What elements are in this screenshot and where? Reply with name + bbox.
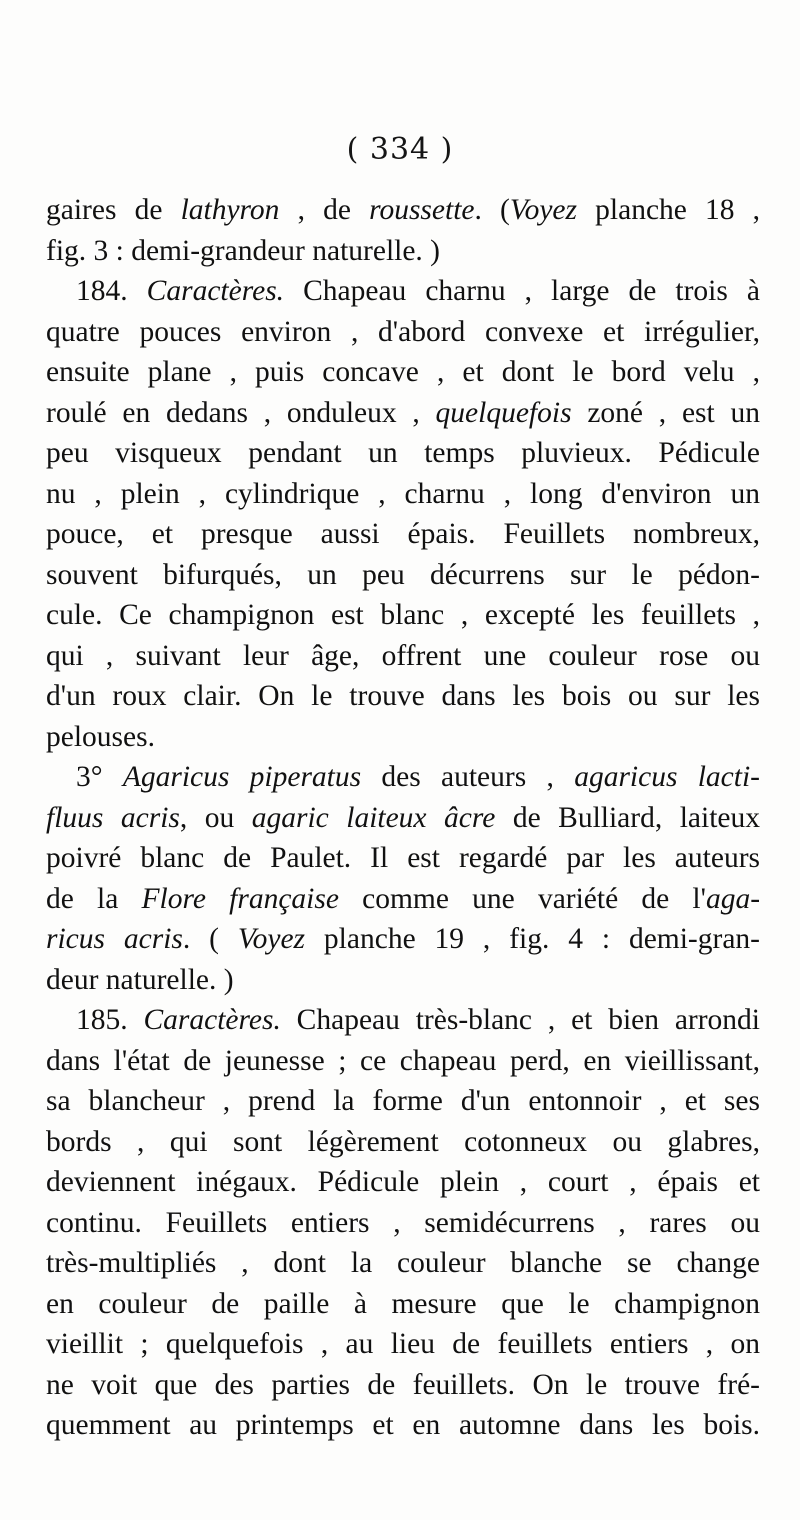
text-segment: pouce, et presque aussi épais. Feuillets nombreux, [46, 518, 760, 550]
text-line [46, 676, 760, 717]
text-line [46, 190, 760, 231]
text-segment: zoné , est un [571, 396, 760, 429]
text-line [46, 1284, 760, 1325]
italic-text: fluus acris [46, 801, 180, 834]
italic-text: Caractères. [143, 1004, 281, 1036]
text-segment: 185. [76, 1004, 144, 1036]
text-segment: de Bulliard, laiteux [495, 801, 760, 834]
text-segment: pelouses. [46, 720, 155, 753]
italic-text: ricus acris [46, 923, 183, 955]
text-segment: des auteurs , [361, 761, 575, 793]
text-segment: 3° [76, 761, 123, 793]
text-segment: Chapeau charnu , large de trois à [284, 275, 760, 307]
text-segment: 184. [76, 275, 147, 307]
text-line [46, 757, 760, 798]
text-line [46, 595, 760, 636]
text-segment: ensuite plane , puis concave , et dont le bord velu , [46, 356, 760, 388]
text-segment: planche 18 , [577, 194, 760, 226]
text-segment: . ( [474, 194, 510, 226]
text-segment: nu , plein , cylindrique , charnu , long d'environ un [46, 477, 760, 510]
text-segment: Chapeau très-blanc , et bien arrondi [280, 1004, 760, 1036]
italic-text: quelquefois [435, 396, 572, 429]
italic-text: aga- [705, 882, 760, 915]
text-line [46, 1000, 760, 1041]
text-segment: fig. 3 : demi-grandeur naturelle. ) [46, 234, 441, 267]
text-segment: en couleur de paille à mesure que le champignon [46, 1287, 760, 1320]
italic-text: Flore française [141, 882, 339, 915]
text-line [46, 879, 760, 920]
italic-text: lathyron [180, 194, 280, 226]
text-segment: cule. Ce champignon est blanc , excepté les feuillets , [46, 599, 760, 631]
text-line [46, 1324, 760, 1365]
text-line [46, 433, 760, 474]
italic-text: agaric laiteux âcre [251, 801, 496, 834]
text-segment: roulé en dedans , onduleux , [46, 396, 436, 429]
text-segment: souvent bifurqués, un peu décurrens sur le pédon- [46, 558, 760, 591]
text-line [46, 960, 760, 1001]
italic-text: roussette [369, 194, 475, 226]
text-line [46, 231, 760, 272]
text-line [46, 312, 760, 353]
text-segment: quatre pouces environ , d'abord convexe et irrégulier, [46, 315, 760, 348]
text-line [46, 352, 760, 393]
text-segment: quemment au printemps et en automne dans les bois. [46, 1409, 760, 1441]
italic-text: Agaricus piperatus [122, 761, 362, 793]
text-segment: peu visqueux pendant un temps pluvieux. Pédicule [46, 437, 760, 469]
text-segment: deur naturelle. ) [46, 963, 234, 996]
italic-text: Voyez [237, 923, 306, 955]
text-line [46, 474, 760, 515]
text-line [46, 1162, 760, 1203]
text-segment: dans l'état de jeunesse ; ce chapeau perd, en vieillissant, [46, 1044, 760, 1077]
text-line [46, 1203, 760, 1244]
text-line [46, 271, 760, 312]
text-segment: d'un roux clair. On le trouve dans les bois ou sur les [46, 680, 760, 712]
text-segment: bords , qui sont légèrement cotonneux ou glabres, [46, 1125, 760, 1158]
text-line [46, 717, 760, 758]
text-line [46, 1122, 760, 1163]
text-segment: gaires de [46, 194, 181, 226]
text-segment: qui , suivant leur âge, offrent une couleur rose ou [46, 639, 760, 672]
italic-text: Caractères. [146, 275, 285, 307]
text-line [46, 393, 760, 434]
text-segment: ne voit que des parties de feuillets. On le trouve fré- [46, 1368, 760, 1401]
page-number: ( 334 ) [346, 132, 454, 167]
text-line [46, 1081, 760, 1122]
text-segment: planche 19 , fig. 4 : demi-gran- [305, 923, 760, 955]
body-text [46, 190, 760, 1446]
text-line [46, 1041, 760, 1082]
text-segment: , ou [179, 801, 252, 834]
text-line [46, 555, 760, 596]
text-segment: continu. Feuillets entiers , semidécurrens , rares ou [46, 1206, 760, 1239]
text-segment: de la [46, 882, 142, 915]
text-line [46, 1365, 760, 1406]
text-segment: comme une variété de l' [338, 882, 706, 915]
text-segment: , de [279, 194, 370, 226]
text-segment: deviennent inégaux. Pédicule plein , court , épais et [46, 1166, 760, 1198]
text-segment: sa blancheur , prend la forme d'un entonnoir , et ses [46, 1085, 760, 1117]
text-segment: . ( [182, 923, 238, 955]
text-segment: très-multipliés , dont la couleur blanche se change [46, 1247, 760, 1279]
text-line [46, 838, 760, 879]
text-segment: vieillit ; quelquefois , au lieu de feuillets entiers , on [46, 1328, 760, 1360]
text-line [46, 1405, 760, 1446]
text-line [46, 636, 760, 677]
text-line [46, 919, 760, 960]
italic-text: agaricus lacti- [574, 761, 760, 793]
text-line [46, 514, 760, 555]
text-segment: poivré blanc de Paulet. Il est regardé par les auteurs [46, 842, 760, 874]
italic-text: Voyez [509, 194, 578, 226]
text-line [46, 1243, 760, 1284]
text-line [46, 798, 760, 839]
